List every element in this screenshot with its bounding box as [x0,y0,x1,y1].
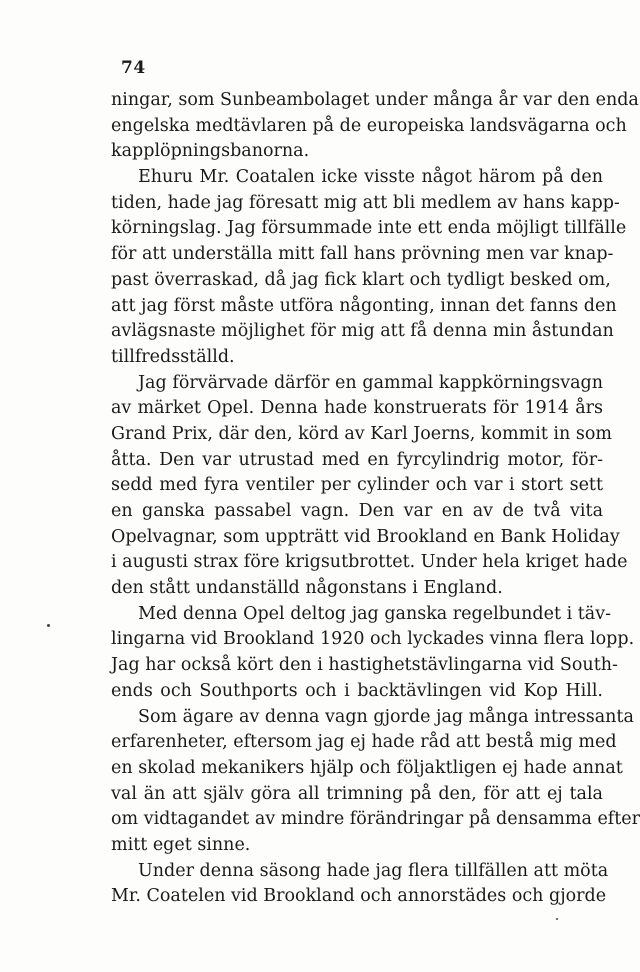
text-line: åtta. Den var utrustad med en fyrcylindrig motor, för- [111,449,603,470]
text-line: Med denna Opel deltog jag ganska regelbundet i täv- [138,603,612,624]
text-line: för att underställa mitt fall hans prövning men var knap- [111,244,614,265]
text-line: den stått undanställd någonstans i England. [111,578,503,599]
text-line: val än att själv göra all trimning på den, för att ej tala [111,783,603,804]
scan-speck [556,918,558,920]
text-line: ningar, som Sunbeambolaget under många år var den enda [111,90,639,110]
text-line: av märket Opel. Denna hade konstruerats för 1914 års [111,398,603,419]
text-line: past överraskad, då jag fick klart och tydligt besked om, [111,269,611,290]
text-line: att jag först måste utföra någonting, innan det fanns den [111,295,617,316]
text-line: Som ägare av denna vagn gjorde jag många intressanta [138,706,634,727]
text-line: en skolad mekanikers hjälp och följaktligen ej hade annat [111,757,623,778]
text-line: mitt eget sinne. [111,834,251,855]
text-line: Mr. Coatelen vid Brookland och annorstädes och gjorde [111,886,607,907]
text-line: Grand Prix, där den, körd av Karl Joerns, kommit in som [111,423,612,444]
text-line: engelska medtävlaren på de europeiska landsvägarna och [111,115,627,136]
text-line: om vidtagandet av mindre förändringar på densamma efter [111,809,640,830]
text-line: tillfredsställd. [111,346,235,367]
text-line: sedd med fyra ventiler per cylinder och var i stort sett [111,475,603,496]
text-line: Ehuru Mr. Coatalen icke visste något härom på den [138,167,603,188]
text-line: i augusti strax före krigsutbrottet. Under hela kriget hade [111,552,628,573]
scan-speck [47,624,50,627]
text-line: Under denna säsong hade jag flera tillfällen att möta [138,860,609,881]
text-line: Jag har också kört den i hastighetstävlingarna vid South- [111,655,618,676]
text-line: erfarenheter, eftersom jag ej hade råd att bestå mig med [111,732,617,753]
text-line: ends och Southports och i backtävlingen vid Kop Hill. [111,680,603,701]
text-line: kapplöpningsbanorna. [111,141,310,162]
text-line: tiden, hade jag föresatt mig att bli medlem av hans kapp- [111,192,620,213]
text-line: lingarna vid Brookland 1920 och lyckades vinna flera lopp. [111,629,635,650]
text-line: avlägsnaste möjlighet för mig att få denna min åstundan [111,321,614,342]
text-line: Opelvagnar, som uppträtt vid Brookland en Bank Holiday [111,526,620,547]
page-number: 74 [121,58,146,78]
text-line: Jag förvärvade därför en gammal kappkörningsvagn [138,372,603,393]
text-line: körningslag. Jag försummade inte ett enda möjligt tillfälle [111,218,627,239]
text-line: en ganska passabel vagn. Den var en av de två vita [111,501,603,521]
body-text [111,88,640,910]
